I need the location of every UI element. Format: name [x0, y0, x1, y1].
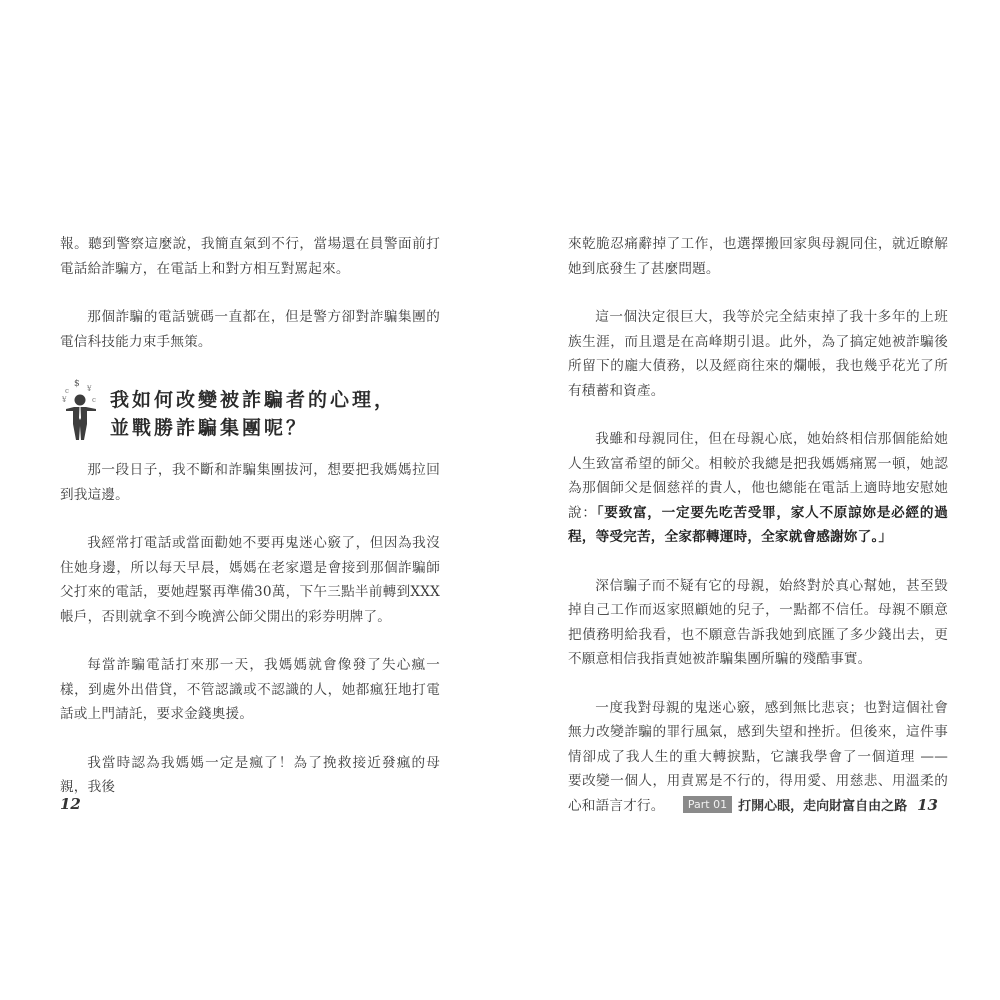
- running-footer: [683, 795, 938, 814]
- paragraph: 我當時認為我媽媽一定是瘋了！為了挽救接近發瘋的母親，我後: [60, 754, 440, 795]
- paragraph: 這一個決定很巨大，我等於完全結束掉了我十多年的上班族生涯，而且還是在高峰期引退。此外，為了搞定她被詐騙後所留下的龐大債務，以及經商往來的爛帳，我也幾乎花光了所有積蓄和資產。: [568, 309, 948, 399]
- heading-title: [110, 386, 396, 442]
- paragraph: 每當詐騙電話打來那一天，我媽媽就會像發了失心瘋一樣，到處外出借貸，不管認識或不認識的人，她都瘋狂地打電話或上門請託，要求金錢奧援。: [60, 657, 440, 722]
- right-page: [500, 0, 1000, 1000]
- left-text-top: [60, 232, 440, 378]
- page-number-right: 13: [917, 795, 938, 814]
- quote-text: 「要致富，一定要先吃苦受罪，家人不原諒妳是必經的過程，等受完苦，全家都轉運時，全家就會感謝妳了。」: [568, 504, 948, 545]
- right-text: [568, 232, 948, 842]
- paragraph: 深信騙子而不疑有它的母親，始終對於真心幫她，甚至毀掉自己工作而返家照顧她的兒子，一點都不信任。母親不願意把債務明給我看，也不願意告訴我她到底匯了多少錢出去，更不願意相信我指責她被詐騙集團所騙的殘酷事實。: [568, 577, 948, 667]
- paragraph: 那個詐騙的電話號碼一直都在，但是警方卻對詐騙集團的電信科技能力束手無策。: [60, 309, 440, 350]
- left-text-bottom: [60, 458, 440, 824]
- quote-lead: 我雖和母親同住，但在母親心底，她始終相信那個能給她人生致富希望的師父。相較於我總是把我媽媽痛罵一頓，她認為那個師父是個慈祥的貴人，他也總能在電話上適時地安慰她說：: [568, 431, 948, 521]
- running-title: 打開心眼，走向財富自由之路: [738, 799, 908, 814]
- svg-text:$: $: [74, 379, 80, 389]
- svg-text:c: c: [92, 396, 96, 404]
- heading-line-1: 我如何改變被詐騙者的心理，: [110, 389, 397, 411]
- svg-text:c: c: [65, 387, 69, 395]
- paragraph: 一度我對母親的鬼迷心竅，感到無比悲哀；也對這個社會無力改變詐騙的罪行風氣，感到失望和挫折。但後來，這件事情卻成了我人生的重大轉捩點，它讓我學會了一個道理 —— 要改變一個人，用責罵是不行的，得用愛、用慈悲、用溫柔的心和語言才行。: [568, 699, 948, 814]
- part-badge: Part 01: [683, 796, 732, 813]
- paragraph: 報。聽到警察這麼說，我簡直氣到不行，當場還在員警面前打電話給詐騙方，在電話上和對方相互對罵起來。: [60, 236, 440, 277]
- quote-paragraph: [568, 427, 948, 550]
- heading-line-2: 並戰勝詐騙集團呢？: [110, 417, 309, 439]
- paragraph: 那一段日子，我不斷和詐騙集團拔河，想要把我媽媽拉回到我這邊。: [60, 462, 440, 503]
- svg-text:¥: ¥: [62, 396, 67, 404]
- paragraph: 我經常打電話或當面勸她不要再鬼迷心竅了，但因為我沒住她身邊，所以每天早晨，媽媽在老家還是會接到那個詐騙師父打來的電話，要她趕緊再準備30萬，下午三點半前轉到XXX帳戶，否則就拿不到今晚濟公師父開出的彩券明牌了。: [60, 535, 440, 625]
- section-heading: [60, 376, 460, 446]
- paragraph: 來乾脆忍痛辭掉了工作，也選擇搬回家與母親同住，就近瞭解她到底發生了甚麼問題。: [568, 236, 948, 277]
- svg-text:¥: ¥: [87, 385, 92, 393]
- businessman-juggling-money-icon: [60, 376, 106, 442]
- page-number-left: 12: [60, 795, 81, 813]
